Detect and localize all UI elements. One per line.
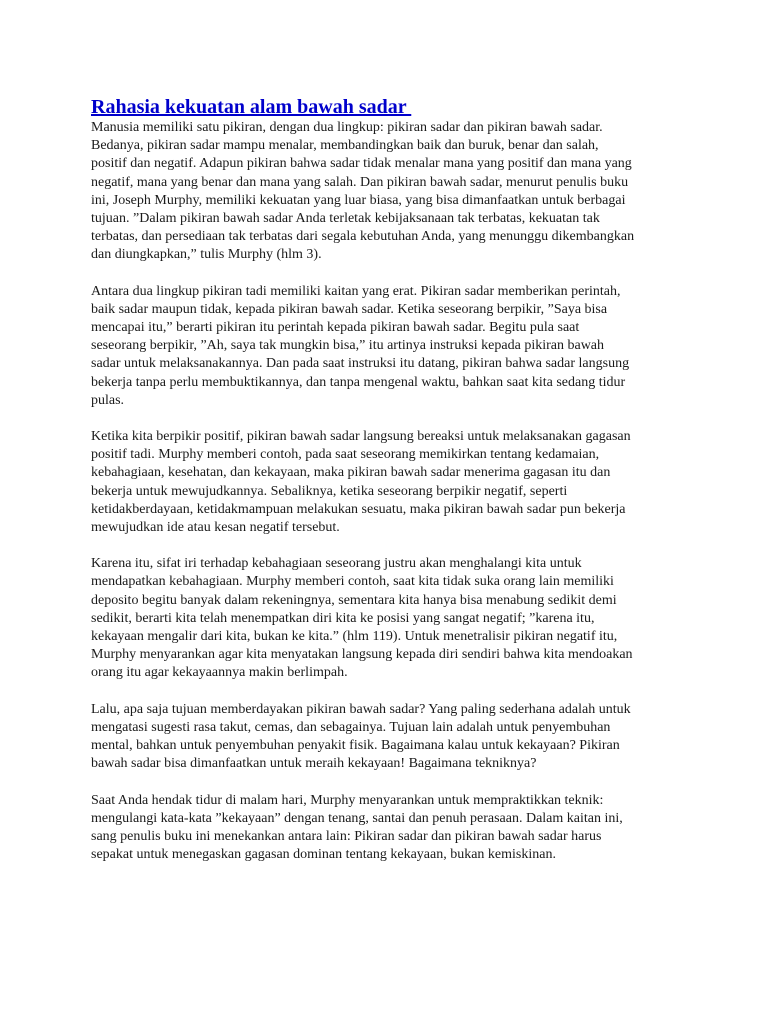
paragraph-line: mental, bahkan untuk penyembuhan penyakit fisik. Bagaimana kalau untuk kekayaan? Pikiran <box>91 738 620 754</box>
paragraph-line: mengulangi kata-kata ”kekayaan” dengan tenang, santai dan penuh perasaan. Dalam kaitan ini, <box>91 810 623 826</box>
paragraph-line: Karena itu, sifat iri terhadap kebahagiaan seseorang justru akan menghalangi kita untuk <box>91 556 582 572</box>
paragraph-line: mencapai itu,” berarti pikiran itu perintah kepada pikiran bawah sadar. Begitu pula saat <box>91 320 580 336</box>
paragraph-line: Manusia memiliki satu pikiran, dengan dua lingkup: pikiran sadar dan pikiran bawah sadar. <box>91 120 603 135</box>
paragraph-line: sadar untuk melaksanakannya. Dan pada saat instruksi itu datang, pikiran bahwa sadar langsung <box>91 356 630 372</box>
paragraph-line: baik sadar maupun tidak, kepada pikiran bawah sadar. Ketika seseorang berpikir, ”Saya bisa <box>91 301 608 317</box>
paragraph-line: bekerja untuk mewujudkannya. Sebaliknya, ketika seseorang berpikir negatif, seperti <box>91 483 568 499</box>
paragraph-line: pulas. <box>91 392 125 408</box>
paragraph-line: ketidakberdayaan, ketidakmampuan melakukan sesuatu, maka pikiran bawah sadar pun bekerja <box>91 501 626 517</box>
paragraph-line: terbatas, dan persediaan tak terbatas dari segala kebutuhan Anda, yang menunggu dikembangkan <box>91 229 635 245</box>
paragraph-line: Lalu, apa saja tujuan memberdayakan pikiran bawah sadar? Yang paling sederhana adalah untuk <box>91 701 631 717</box>
paragraph-2 <box>91 283 691 410</box>
paragraph-line: bekerja tanpa perlu membuktikannya, dan tanpa mengenal waktu, bahkan saat kita sedang tidur <box>91 374 626 390</box>
paragraph-line: Bedanya, pikiran sadar mampu menalar, membandingkan baik dan buruk, benar dan salah, <box>91 138 599 154</box>
paragraph-line: mengatasi sugesti rasa takut, cemas, dan sebagainya. Tujuan lain adalah untuk penyembuhan <box>91 719 611 735</box>
paragraph-line: deposito begitu banyak dalam rekeningnya, sementara kita hanya bisa menabung sedikit demi <box>91 592 617 608</box>
paragraph-line: kebahagiaan, kesehatan, dan kekayaan, maka pikiran bawah sadar menerima gagasan itu dan <box>91 465 611 481</box>
paragraph-line: sedikit, berarti kita telah menempatkan diri kita ke posisi yang sangat negatif; ”karena itu, <box>91 610 595 626</box>
paragraph-line: bawah sadar bisa dimanfaatkan untuk meraih kekayaan! Bagaimana tekniknya? <box>91 756 537 772</box>
paragraph-5 <box>91 701 691 774</box>
article-title-link[interactable]: Rahasia kekuatan alam bawah sadar <box>91 96 412 118</box>
paragraph-3 <box>91 428 691 537</box>
paragraph-line: Antara dua lingkup pikiran tadi memiliki kaitan yang erat. Pikiran sadar memberikan perintah, <box>91 283 621 299</box>
paragraph-line: sang penulis buku ini menekankan antara lain: Pikiran sadar dan pikiran bawah sadar harus <box>91 828 602 844</box>
paragraph-line: positif tadi. Murphy memberi contoh, pada saat seseorang memikirkan tentang kedamaian, <box>91 447 600 463</box>
paragraph-6 <box>91 792 691 865</box>
paragraph-line: Ketika kita berpikir positif, pikiran bawah sadar langsung bereaksi untuk melaksanakan gagasan <box>91 429 631 445</box>
paragraph-line: orang itu agar kekayaannya makin berlimpah. <box>91 665 348 681</box>
paragraph-line: Saat Anda hendak tidur di malam hari, Murphy menyarankan untuk mempraktikkan teknik: <box>91 792 604 808</box>
paragraph-line: sepakat untuk menegaskan gagasan dominan tentang kekayaan, bukan kemiskinan. <box>91 847 556 863</box>
paragraph-line: seseorang berpikir, ”Ah, saya tak mungkin bisa,” itu artinya instruksi kepada pikiran bawah <box>91 338 605 354</box>
document-page <box>91 95 691 882</box>
paragraph-line: Murphy menyarankan agar kita menyatakan langsung kepada diri sendiri bahwa kita mendoakan <box>91 647 633 663</box>
paragraph-line: dan diungkapkan,” tulis Murphy (hlm 3). <box>91 247 322 263</box>
paragraph-line: kekayaan mengalir dari kita, bukan ke kita.” (hlm 119). Untuk menetralisir pikiran negatif itu, <box>91 629 618 645</box>
paragraph-4 <box>91 555 691 682</box>
paragraph-line: negatif, mana yang benar dan mana yang salah. Dan pikiran bawah sadar, menurut penulis buku <box>91 174 629 190</box>
paragraph-line: positif dan negatif. Adapun pikiran bahwa sadar tidak menalar mana yang positif dan mana yang <box>91 156 632 172</box>
paragraph-1 <box>91 119 691 265</box>
paragraph-line: mendapatkan kebahagiaan. Murphy memberi contoh, saat kita tidak suka orang lain memiliki <box>91 574 614 590</box>
paragraph-line: tujuan. ”Dalam pikiran bawah sadar Anda terletak kebijaksanaan tak terbatas, kekuatan tak <box>91 211 600 227</box>
paragraph-line: ini, Joseph Murphy, memiliki kekuatan yang luar biasa, yang bisa dimanfaatkan untuk berbagai <box>91 192 626 208</box>
paragraph-line: mewujudkan ide atau kesan negatif tersebut. <box>91 520 340 536</box>
